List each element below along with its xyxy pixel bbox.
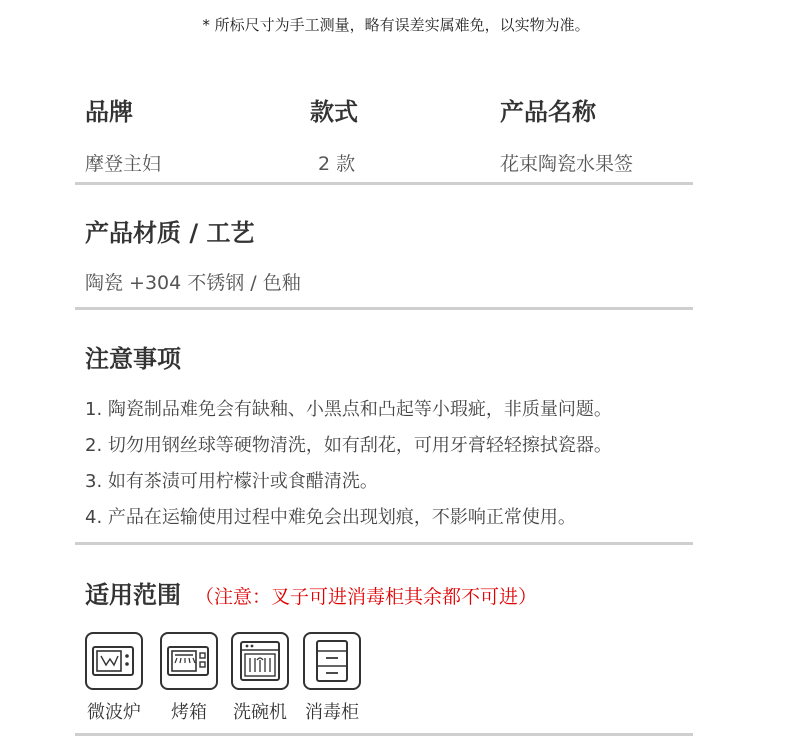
caution-item: 3. 如有茶渍可用柠檬汁或食醋清洗。 [85, 471, 378, 492]
dishwasher-icon [231, 632, 289, 690]
cautions-title: 注意事项 [85, 345, 181, 373]
style-value: 2 款 [318, 153, 356, 175]
microwave-icon [85, 632, 143, 690]
sterilizer-cabinet-icon [303, 632, 361, 690]
divider [75, 307, 693, 310]
product-name-value: 花束陶瓷水果签 [500, 153, 634, 175]
divider [75, 542, 693, 545]
material-value: 陶瓷 +304 不锈钢 / 色釉 [85, 272, 301, 294]
oven-icon [160, 632, 218, 690]
measurement-disclaimer: * 所标尺寸为手工测量，略有误差实属难免，以实物为准。 [202, 16, 590, 34]
divider [75, 733, 693, 736]
brand-header: 品牌 [85, 98, 133, 126]
usage-section-heading [85, 575, 537, 610]
appliance-label: 洗碗机 [233, 702, 287, 723]
caution-item: 1. 陶瓷制品难免会有缺釉、小黑点和凸起等小瑕疵，非质量问题。 [85, 399, 612, 420]
appliance-label: 微波炉 [87, 702, 141, 723]
usage-title: 适用范围 [85, 581, 181, 609]
brand-value: 摩登主妇 [85, 153, 162, 175]
caution-item: 2. 切勿用钢丝球等硬物清洗，如有刮花，可用牙膏轻轻擦拭瓷器。 [85, 435, 612, 456]
appliance-label: 烤箱 [171, 702, 207, 723]
product-name-header: 产品名称 [500, 98, 596, 126]
usage-warning-note: （注意：叉子可进消毒柜其余都不可进） [195, 586, 538, 608]
style-header: 款式 [310, 98, 358, 126]
divider [75, 182, 693, 185]
material-title: 产品材质 / 工艺 [85, 219, 255, 247]
appliance-label: 消毒柜 [305, 702, 359, 723]
caution-item: 4. 产品在运输使用过程中难免会出现划痕，不影响正常使用。 [85, 507, 576, 528]
